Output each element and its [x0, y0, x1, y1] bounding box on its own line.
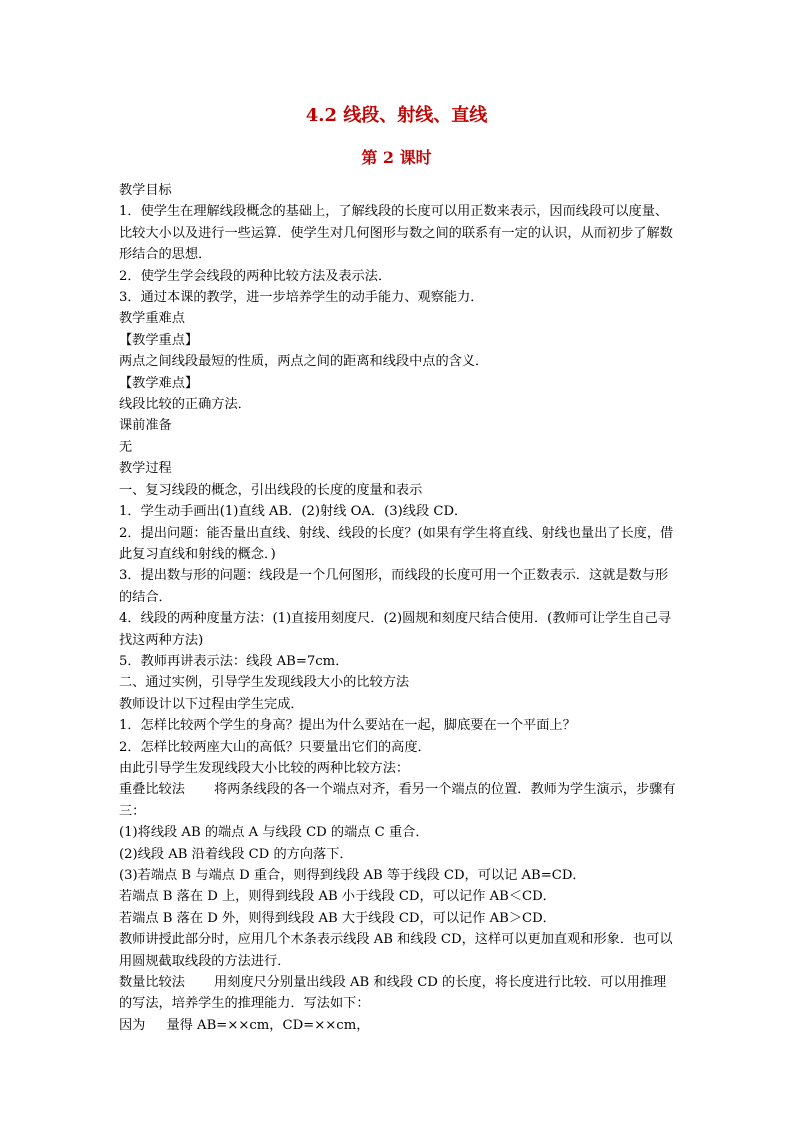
key-difficult-heading: 教学重难点 [119, 311, 185, 327]
process-heading: 教学过程 [119, 461, 172, 477]
section1-item: 3．提出数与形的问题：线段是一个几何图形，而线段的长度可用一个正数表示．这就是数与形的结合． [119, 568, 669, 605]
numeric-method [119, 972, 677, 1015]
section2-item: 2．怎样比较两座大山的高低？只要量出它们的高度． [119, 739, 431, 755]
objective-item: 1．使学生在理解线段概念的基础上，了解线段的长度可以用正数来表示，因而线段可以度量、比较大小以及进行一些运算．使学生对几何图形与数之间的联系有一定的认识，从而初步了解数形结合的思想． [119, 204, 673, 263]
overlap-step: (3)若端点 B 与端点 D 重合，则得到线段 AB 等于线段 CD，可以记 AB=CD． [119, 868, 586, 883]
overlap-note: 教师讲授此部分时，应用几个木条表示线段 AB 和线段 CD，这样可以更加直观和形象．也可以用圆规截取线段的方法进行． [119, 932, 673, 969]
because-line [119, 1015, 677, 1036]
section1-heading: 一、复习线段的概念，引出线段的长度的度量和表示 [119, 482, 423, 498]
preparation-heading: 课前准备 [119, 418, 172, 434]
preparation-text: 无 [119, 439, 133, 455]
because-text: 量得 AB=××cm，CD=××cm， [166, 1017, 370, 1033]
key-points-text: 两点之间线段最短的性质，两点之间的距离和线段中点的含义． [119, 354, 489, 370]
section2-lead: 由此引导学生发现线段大小比较的两种比较方法： [119, 760, 410, 776]
difficult-points-heading: 【教学难点】 [119, 375, 199, 391]
overlap-method [119, 779, 677, 822]
objectives-heading: 教学目标 [119, 183, 172, 198]
numeric-label: 数量比较法 [119, 975, 185, 991]
because-label: 因为 [119, 1017, 146, 1033]
section1-item: 5．教师再讲表示法：线段 AB=7cm． [119, 653, 349, 669]
overlap-label: 重叠比较法 [119, 782, 185, 798]
section2-intro: 教师设计以下过程由学生完成． [119, 696, 304, 712]
overlap-step: (2)线段 AB 沿着线段 CD 的方向落下． [119, 846, 353, 862]
section1-item: 4．线段的两种度量方法：(1)直接用刻度尺．(2)圆规和刻度尺结合使用．(教师可让学生自己寻找这两种方法) [119, 611, 672, 648]
document-body [119, 180, 677, 1036]
overlap-case: 若端点 B 落在 D 外，则得到线段 AB 大于线段 CD，可以记作 AB＞CD． [119, 910, 556, 926]
overlap-step: (1)将线段 AB 的端点 A 与线段 CD 的端点 C 重合． [119, 825, 429, 841]
numeric-text: 用刻度尺分别量出线段 AB 和线段 CD 的长度，将长度进行比较．可以用推理的写法，培养学生的推理能力．写法如下： [119, 975, 667, 1012]
section2-heading: 二、通过实例，引导学生发现线段大小的比较方法 [119, 675, 410, 691]
lesson-number: 第 2 课时 [361, 148, 432, 167]
section1-item: 2．提出问题：能否量出直线、射线、线段的长度？(如果有学生将直线、射线也量出了长度，借此复习直线和射线的概念．) [119, 525, 674, 562]
overlap-case: 若端点 B 落在 D 上，则得到线段 AB 小于线段 CD，可以记作 AB＜CD． [119, 889, 556, 905]
document-title: 4.2 线段、射线、直线 [305, 105, 488, 126]
objective-item: 3．通过本课的教学，进一步培养学生的动手能力、观察能力． [119, 290, 484, 306]
difficult-points-text: 线段比较的正确方法． [119, 397, 251, 413]
objective-item: 2．使学生学会线段的两种比较方法及表示法． [119, 268, 392, 284]
section2-item: 1．怎样比较两个学生的身高？提出为什么要站在一起，脚底要在一个平面上？ [119, 718, 576, 734]
section1-item: 1．学生动手画出(1)直线 AB．(2)射线 OA．(3)线段 CD． [119, 504, 468, 520]
key-points-heading: 【教学重点】 [119, 332, 199, 348]
overlap-text: 将两条线段的各一个端点对齐，看另一个端点的位置．教师为学生演示，步骤有三： [119, 782, 676, 819]
